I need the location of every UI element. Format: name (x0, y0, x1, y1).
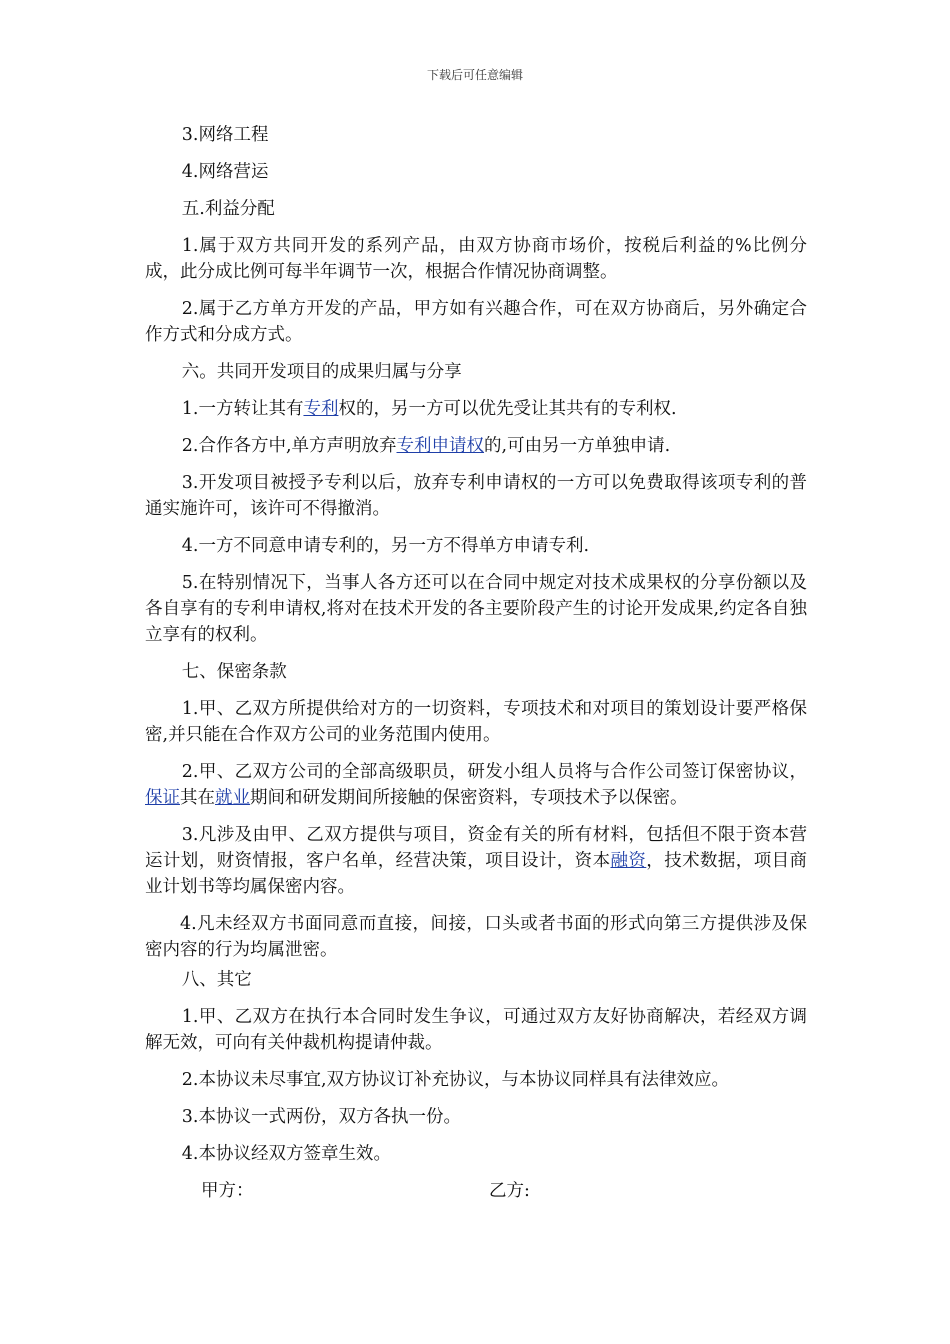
party-a-label: 甲方： (201, 1181, 254, 1201)
text-run: 权的，另一方可以优先受让其共有的专利权. (338, 399, 677, 419)
paragraph (145, 396, 807, 422)
party-b-label: 乙方: (489, 1181, 530, 1201)
paragraph: 2.属于乙方单方开发的产品，甲方如有兴趣合作，可在双方协商后，另外确定合作方式和分成方式。 (145, 299, 807, 345)
paragraph: 4.一方不同意申请专利的，另一方不得单方申请专利. (181, 536, 590, 556)
paragraph: 4.本协议经双方签章生效。 (181, 1144, 391, 1164)
link-employment[interactable]: 就业 (215, 788, 250, 808)
paragraph: 3.本协议一式两份，双方各执一份。 (181, 1107, 461, 1127)
link-guarantee[interactable]: 保证 (145, 788, 180, 808)
paragraph: 1.甲、乙双方在执行本合同时发生争议，可通过双方友好协商解决，若经双方调解无效，可向有关仲裁机构提请仲裁。 (145, 1007, 807, 1053)
paragraph: 1.属于双方共同开发的系列产品，由双方协商市场价，按税后利益的%比例分成，此分成比例可每半年调节一次，根据合作情况协商调整。 (145, 236, 807, 282)
section-heading: 五.利益分配 (181, 199, 275, 219)
paragraph (145, 822, 807, 900)
paragraph: 5.在特别情况下，当事人各方还可以在合同中规定对技术成果权的分享份额以及各自享有的专利申请权,将对在技术开发的各主要阶段产生的讨论开发成果,约定各自独立享有的权利。 (145, 573, 807, 645)
text-run: 其在 (180, 788, 215, 808)
list-item: 4.网络营运 (181, 162, 269, 182)
text-run: 3.凡涉及由甲、乙双方提供与项目，资金有关的所有材料，包括但不限于资本营运计划，财资情报，客户名单，经营决策，项目设计，资本 (145, 825, 807, 871)
paragraph: 3.开发项目被授予专利以后，放弃专利申请权的一方可以免费取得该项专利的普通实施许可，该许可不得撤消。 (145, 473, 807, 519)
section-heading: 六。共同开发项目的成果归属与分享 (181, 362, 462, 382)
text-run: 2.合作各方中,单方声明放弃 (181, 436, 397, 456)
paragraph (145, 433, 807, 459)
paragraph (145, 759, 807, 811)
page-header: 下载后可任意编辑 (426, 68, 523, 82)
section-heading: 七、保密条款 (181, 662, 287, 682)
text-run: 2.甲、乙双方公司的全部高级职员，研发小组人员将与合作公司签订保密协议， (181, 762, 807, 782)
paragraph: 4.凡未经双方书面同意而直接，间接，口头或者书面的形式向第三方提供涉及保密内容的行为均属泄密。 (145, 914, 807, 960)
paragraph: 2.本协议未尽事宜,双方协议订补充协议，与本协议同样具有法律效应。 (181, 1070, 730, 1090)
text-run: 期间和研发期间所接触的保密资料，专项技术予以保密。 (250, 788, 688, 808)
link-patent[interactable]: 专利 (303, 399, 339, 419)
text-run: 1.一方转让其有 (181, 399, 304, 419)
document-body (145, 122, 807, 1204)
link-financing[interactable]: 融资 (610, 851, 647, 871)
signature-row (145, 1178, 807, 1204)
link-patent-application-right[interactable]: 专利申请权 (396, 436, 485, 456)
text-run: ，技术数据，项目商业计划书等均属保密内容。 (145, 851, 808, 897)
list-item: 3.网络工程 (181, 125, 269, 145)
section-heading: 八、其它 (181, 970, 252, 990)
text-run: 的,可由另一方单独申请. (484, 436, 671, 456)
paragraph: 1.甲、乙双方所提供给对方的一切资料，专项技术和对项目的策划设计要严格保密,并只能在合作双方公司的业务范围内使用。 (145, 699, 807, 745)
